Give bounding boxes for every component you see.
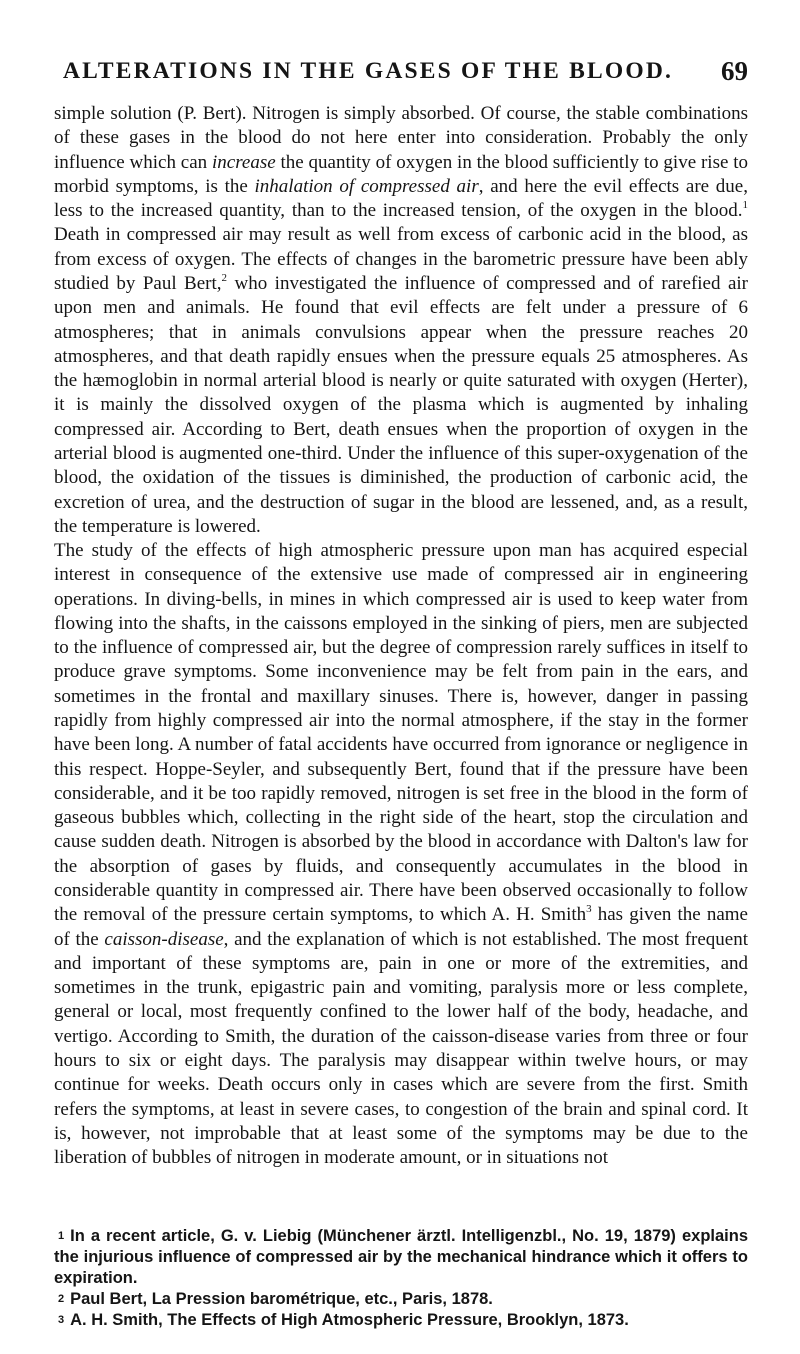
emphasis: increase (211, 151, 276, 173)
paragraph-2 (54, 539, 748, 1170)
footnote-text: Paul Bert, La Pression barométrique, etc., Paris, 1878. (70, 1290, 493, 1308)
footnote-mark: 1 (58, 1230, 65, 1242)
text-run: the quantity of oxygen in the blood sufficiently to give rise to morbid symptoms, is the (54, 151, 749, 197)
emphasis: caisson-disease (104, 928, 224, 950)
text-run: , and here the evil effects are due, less to the increased quantity, than to the increased tension, of the oxygen in the blood. (54, 175, 748, 222)
text-run: The study of the effects of high atmospheric pressure upon man has acquired especial interest in consequence of the extensive use made of compressed air in engineering operations. In diving-bells, in mines in which compressed air is used to keep water from flowing into the shafts, in the caissons employed in the sinking of piers, men are subjected to the influence of compressed air, but the degree of compression rarely suffices in itself to produce grave symptoms. Some inconvenience may be felt from pain in the ears, and sometimes in the frontal and maxillary sinuses. There is, however, danger in passing rapidly from highly compressed air into the normal atmosphere, if the stay in the former have been long. A number of fatal accidents have occurred from ignorance or negligence in this respect. Hoppe-Seyler, and subsequently Bert, found that if the pressure have been considerable, and it be too rapidly removed, nitrogen is set free in the blood in the form of gaseous bubbles which, collecting in the right side of the heart, stop the circulation and cause sudden death. Nitrogen is absorbed by the blood in accordance with Dalton's law for the absorption of gases by fluids, and consequently accumulates in the blood in considerable quantity in compressed air. There have been observed occasionally to follow the removal of the pressure certain symptoms, to which A. H. Smith (54, 540, 748, 926)
footnote-text: In a recent article, G. v. Liebig (Münchener ärztl. Intelligenzbl., No. 19, 1879) explains the injurious influence of compressed air by the mechanical hindrance which it offers to expiration. (54, 1227, 748, 1287)
body-text (54, 102, 748, 1170)
text-run: who investigated the influence of compressed and of rarefied air upon men and animals. He found that evil effects are felt under a pressure of 6 atmospheres; that in animals convulsions appear when the pressure reaches 20 atmospheres, and that death rapidly ensues when the pressure equals 25 atmospheres. As the hæmoglobin in normal arterial blood is nearly or quite saturated with oxygen (Herter), it is mainly the dissolved oxygen of the plasma which is augmented by inhaling compressed air. According to Bert, death ensues when the proportion of oxygen in the arterial blood is augmented one-third. Under the influence of this super-oxygenation of the blood, the oxidation of the tissues is diminished, the production of carbonic acid, the excretion of urea, and the destruction of sugar in the blood are lessened, and, as a result, the temperature is lowered. (54, 272, 748, 537)
footnote-2 (54, 1289, 748, 1310)
text-run: simple solution (P. Bert). Nitrogen is simply absorbed. Of course, the stable combinations of these gases in the blood do not here enter into consideration. Probably the only influence which can (54, 103, 748, 173)
footnote-ref[interactable]: 1 (742, 198, 748, 211)
text-run: Death in compressed air may result as well from excess of carbonic acid in the blood, as from excess of oxygen. The effects of changes in the barometric pressure have been ably studied by Paul Bert, (54, 224, 748, 294)
footnote-1 (54, 1226, 748, 1289)
text-run: has given the name of the (54, 904, 748, 950)
footnote-ref[interactable]: 3 (586, 902, 592, 915)
emphasis: inhalation of compressed air (254, 175, 479, 197)
text-run: , and the explanation of which is not established. The most frequent and important of these symptoms are, pain in one or more of the extremities, and sometimes in the trunk, epigastric pain and vomiting, paralysis more or less complete, general or local, most frequently confined to the lower half of the body, headache, and vertigo. According to Smith, the duration of the caisson-disease varies from three or four hours to six or eight days. The paralysis may disappear within twelve hours, or may continue for weeks. Death occurs only in cases which are severe from the first. Smith refers the symptoms, at least in severe cases, to congestion of the brain and spinal cord. It is, however, not improbable that at least some of the symptoms may be due to the liberation of bubbles of nitrogen in moderate amount, or in situations not (54, 928, 748, 1169)
running-title: ALTERATIONS IN THE GASES OF THE BLOOD. (62, 58, 674, 84)
footnote-mark: 3 (58, 1314, 65, 1326)
page-number: 69 (721, 56, 748, 86)
footnotes (54, 1226, 748, 1331)
footnote-3 (54, 1310, 748, 1331)
footnote-ref[interactable]: 2 (221, 271, 228, 284)
paragraph-1 (54, 102, 748, 539)
page-header (54, 58, 748, 98)
footnote-mark: 2 (58, 1293, 65, 1305)
footnote-text: A. H. Smith, The Effects of High Atmospheric Pressure, Brooklyn, 1873. (70, 1311, 629, 1329)
